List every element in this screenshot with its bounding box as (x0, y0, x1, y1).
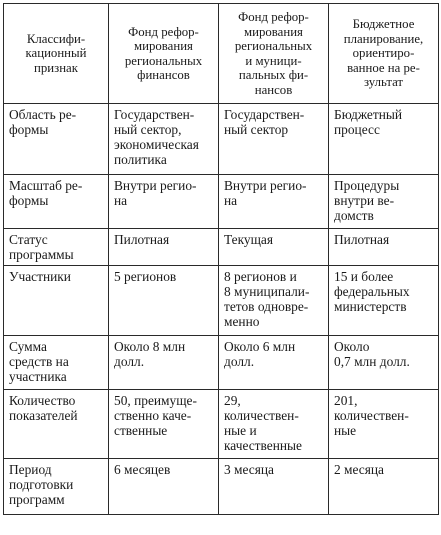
header-label: Фонд рефор- мирования региональных и муници- пальных фи- нансов (234, 10, 313, 97)
table-cell (329, 104, 439, 175)
header-label: Бюджетное планирование, ориентиро- ванное на ре- зультат (343, 17, 424, 90)
table-cell (109, 229, 219, 266)
table-cell (329, 459, 439, 515)
table-cell (219, 175, 329, 229)
cell-text: Около 6 млн долл. (224, 339, 296, 369)
table-row (4, 336, 439, 390)
table-cell (109, 266, 219, 336)
table-cell (329, 229, 439, 266)
comparison-table (3, 3, 439, 515)
cell-text: 15 и более федеральных министерств (334, 269, 410, 314)
table-cell (329, 175, 439, 229)
table-cell (109, 459, 219, 515)
table-cell (219, 336, 329, 390)
table-row (4, 175, 439, 229)
row-label (4, 104, 109, 175)
table-cell (329, 266, 439, 336)
cell-text: 8 регионов и 8 муниципали- тетов одновре- менно (224, 269, 310, 329)
cell-text: Государствен- ный сектор (224, 107, 305, 137)
table-cell (219, 229, 329, 266)
table-row (4, 459, 439, 515)
cell-text: 6 месяцев (114, 462, 171, 477)
table-cell (219, 266, 329, 336)
table-cell (219, 104, 329, 175)
table-cell (109, 390, 219, 459)
cell-text: 5 регионов (114, 269, 177, 284)
row-label-text: Статус программы (9, 232, 74, 262)
header-cell-result-budgeting (329, 4, 439, 104)
table-cell (109, 175, 219, 229)
row-label (4, 175, 109, 229)
table-cell (219, 390, 329, 459)
table-cell (329, 390, 439, 459)
row-label (4, 336, 109, 390)
cell-text: 50, преимуще- ственно каче- ственные (114, 393, 197, 438)
cell-text: Внутри регио- на (224, 178, 307, 208)
row-label-text: Участники (9, 269, 71, 284)
cell-text: Около 8 млн долл. (114, 339, 186, 369)
header-cell-criterion (4, 4, 109, 104)
cell-text: Внутри регио- на (114, 178, 197, 208)
row-label-text: Период подготовки программ (9, 462, 74, 507)
row-label (4, 229, 109, 266)
table-row (4, 266, 439, 336)
cell-text: Процедуры внутри ве- домств (334, 178, 400, 223)
cell-text: Бюджетный процесс (334, 107, 403, 137)
table-cell (219, 459, 329, 515)
table-cell (109, 104, 219, 175)
cell-text: Государствен- ный сектор, экономическая политика (114, 107, 199, 167)
table-row (4, 104, 439, 175)
table-cell (109, 336, 219, 390)
row-label-text: Область ре- формы (9, 107, 77, 137)
cell-text: Текущая (224, 232, 274, 247)
header-cell-regional-fund (109, 4, 219, 104)
cell-text: Пилотная (334, 232, 390, 247)
table-cell (329, 336, 439, 390)
row-label-text: Масштаб ре- формы (9, 178, 83, 208)
row-label-text: Количество показателей (9, 393, 78, 423)
header-label: Классифи- кационный признак (25, 31, 87, 75)
table-row (4, 390, 439, 459)
row-label (4, 266, 109, 336)
header-cell-regional-municipal-fund (219, 4, 329, 104)
row-label (4, 390, 109, 459)
header-row (4, 4, 439, 104)
cell-text: 29, количествен- ные и качественные (224, 393, 302, 453)
table-row (4, 229, 439, 266)
header-label: Фонд рефор- мирования региональных финансов (124, 24, 203, 82)
cell-text: 201, количествен- ные (334, 393, 409, 438)
row-label-text: Сумма средств на участника (9, 339, 69, 384)
cell-text: Около 0,7 млн долл. (334, 339, 410, 369)
cell-text: 3 месяца (224, 462, 275, 477)
cell-text: Пилотная (114, 232, 170, 247)
row-label (4, 459, 109, 515)
cell-text: 2 месяца (334, 462, 385, 477)
